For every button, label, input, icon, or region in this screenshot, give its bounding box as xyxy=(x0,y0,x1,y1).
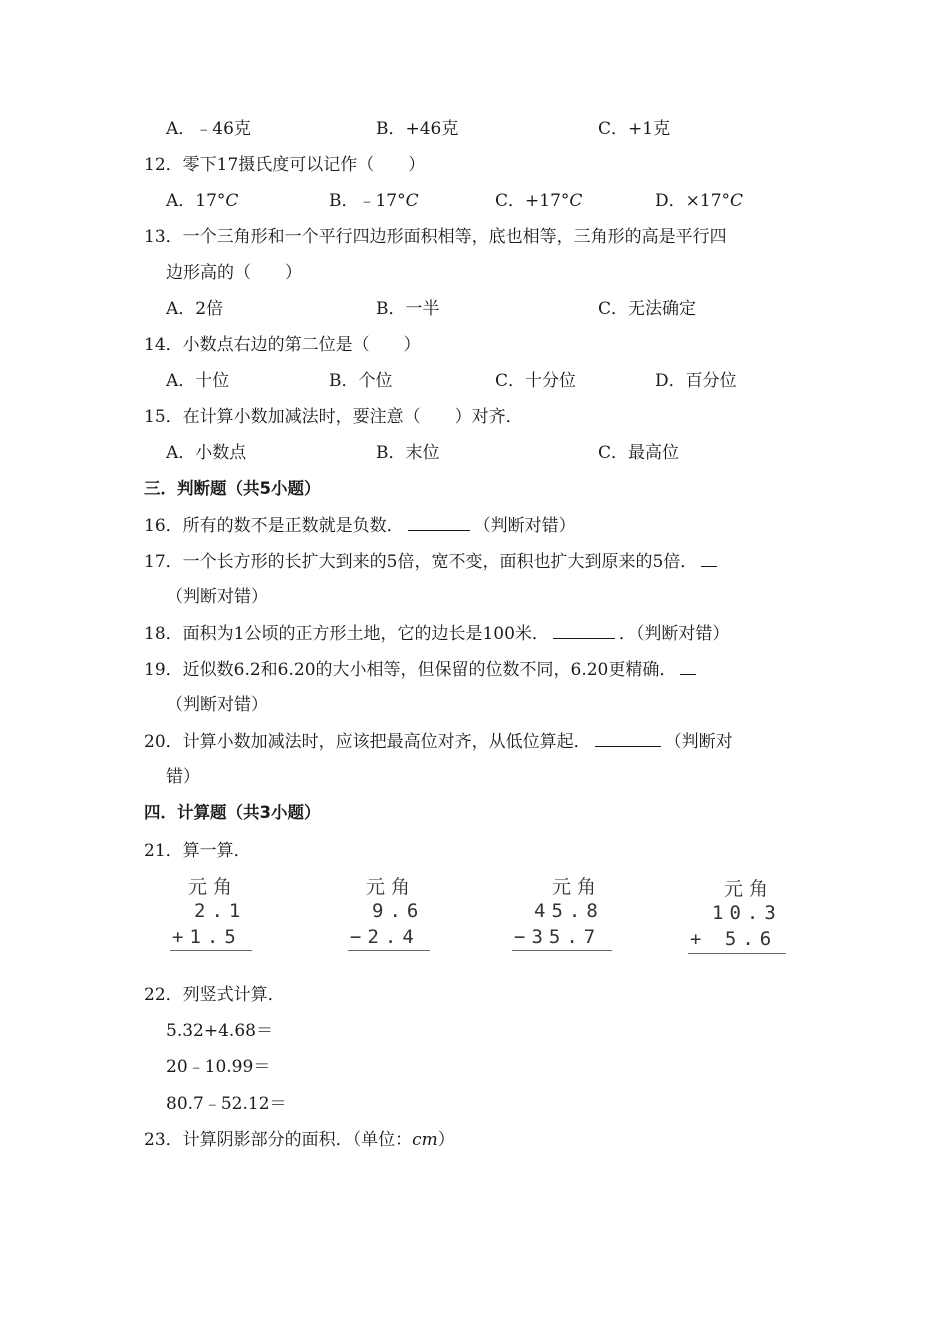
q21-problem-3 xyxy=(512,872,622,952)
q22-item-3: 80.7﹣52.12＝ xyxy=(166,1094,287,1114)
q21-stem: 21．算一算． xyxy=(144,841,251,861)
q21-problem-2-rule xyxy=(348,950,430,951)
q15-stem: 15．在计算小数加减法时，要注意（ ）对齐． xyxy=(144,407,523,427)
q16: 16．所有的数不是正数就是负数． （判断对错） xyxy=(144,516,576,536)
q15-option-c: C．最高位 xyxy=(598,443,680,463)
q14-option-a: A．十位 xyxy=(166,371,230,391)
q21-problem-3-rule xyxy=(512,950,612,951)
q14-option-d: D．百分位 xyxy=(655,371,737,391)
q22-stem: 22．列竖式计算． xyxy=(144,985,285,1005)
q13-stem-line1: 13．一个三角形和一个平行四边形面积相等，底也相等，三角形的高是平行四 xyxy=(144,227,727,247)
q18-answer-blank[interactable] xyxy=(553,622,615,639)
q14-option-b: B．个位 xyxy=(329,371,393,391)
section-3-heading: 三．判断题（共5小题） xyxy=(144,479,321,498)
q16-answer-blank[interactable] xyxy=(408,514,470,531)
q13-option-b: B．一半 xyxy=(376,299,440,319)
q20-line2: 错） xyxy=(166,767,200,787)
q21-problem-2-bottom: −2.4 xyxy=(350,926,420,948)
q20-answer-blank[interactable] xyxy=(595,730,661,747)
q18: 18．面积为1公顷的正方形土地，它的边长是100米． ．（判断对错） xyxy=(144,624,730,644)
q21-problem-1-header: 元角 xyxy=(188,876,239,898)
q14-stem: 14．小数点右边的第二位是（ ） xyxy=(144,335,421,355)
section-4-heading: 四．计算题（共3小题） xyxy=(144,803,321,822)
q21-problem-4-bottom: + 5.6 xyxy=(690,928,778,950)
q21-problem-4 xyxy=(686,874,796,956)
q17-line1: 17．一个长方形的长扩大到来的5倍，宽不变，面积也扩大到原来的5倍． xyxy=(144,550,721,573)
q21-problem-1-rule xyxy=(170,950,252,951)
q22-item-1: 5.32+4.68＝ xyxy=(166,1021,273,1041)
q15-option-b: B．末位 xyxy=(376,443,440,463)
q21-problem-2 xyxy=(346,872,436,952)
q21-problem-4-rule xyxy=(688,953,786,954)
q21-problem-2-top: 9.6 xyxy=(372,900,425,922)
q21-problem-1-bottom: +1.5 xyxy=(172,926,242,948)
q17-line2: （判断对错） xyxy=(166,587,268,607)
q21-problem-4-header: 元角 xyxy=(724,878,775,900)
q19-answer-blank[interactable] xyxy=(680,658,696,675)
q12-option-c: C．+17°C xyxy=(495,191,583,211)
q23: 23．计算阴影部分的面积．（单位：cm） xyxy=(144,1130,455,1150)
q17-answer-blank[interactable] xyxy=(701,550,717,567)
q12-option-a: A．17°C xyxy=(166,191,239,211)
q13-option-c: C．无法确定 xyxy=(598,299,697,319)
q15-option-a: A．小数点 xyxy=(166,443,247,463)
q21-problem-3-header: 元角 xyxy=(552,876,603,898)
q22-item-2: 20﹣10.99＝ xyxy=(166,1057,271,1077)
q13-option-a: A．2倍 xyxy=(166,299,224,319)
q11-option-a: A．﹣46克 xyxy=(166,119,251,139)
q21-problem-4-top: 10.3 xyxy=(712,902,782,924)
q21-problem-3-top: 45.8 xyxy=(534,900,604,922)
q21-problem-1-top: 2.1 xyxy=(194,900,247,922)
q21-problem-1 xyxy=(170,872,260,952)
q12-option-b: B．﹣17°C xyxy=(329,191,419,211)
q19-line2: （判断对错） xyxy=(166,695,268,715)
q21-problem-3-bottom: −35.7 xyxy=(514,926,602,948)
q20-line1: 20．计算小数加减法时，应该把最高位对齐，从低位算起． （判断对 xyxy=(144,732,733,752)
q12-option-d: D．×17°C xyxy=(655,191,744,211)
q11-option-b: B．+46克 xyxy=(376,119,459,139)
q12-stem: 12．零下17摄氏度可以记作（ ） xyxy=(144,155,426,175)
q19-line1: 19．近似数6.2和6.20的大小相等，但保留的位数不同，6.20更精确． xyxy=(144,658,700,681)
q11-option-c: C．+1克 xyxy=(598,119,671,139)
q21-problem-2-header: 元角 xyxy=(366,876,417,898)
q14-option-c: C．十分位 xyxy=(495,371,577,391)
q13-stem-line2: 边形高的（ ） xyxy=(166,263,302,283)
